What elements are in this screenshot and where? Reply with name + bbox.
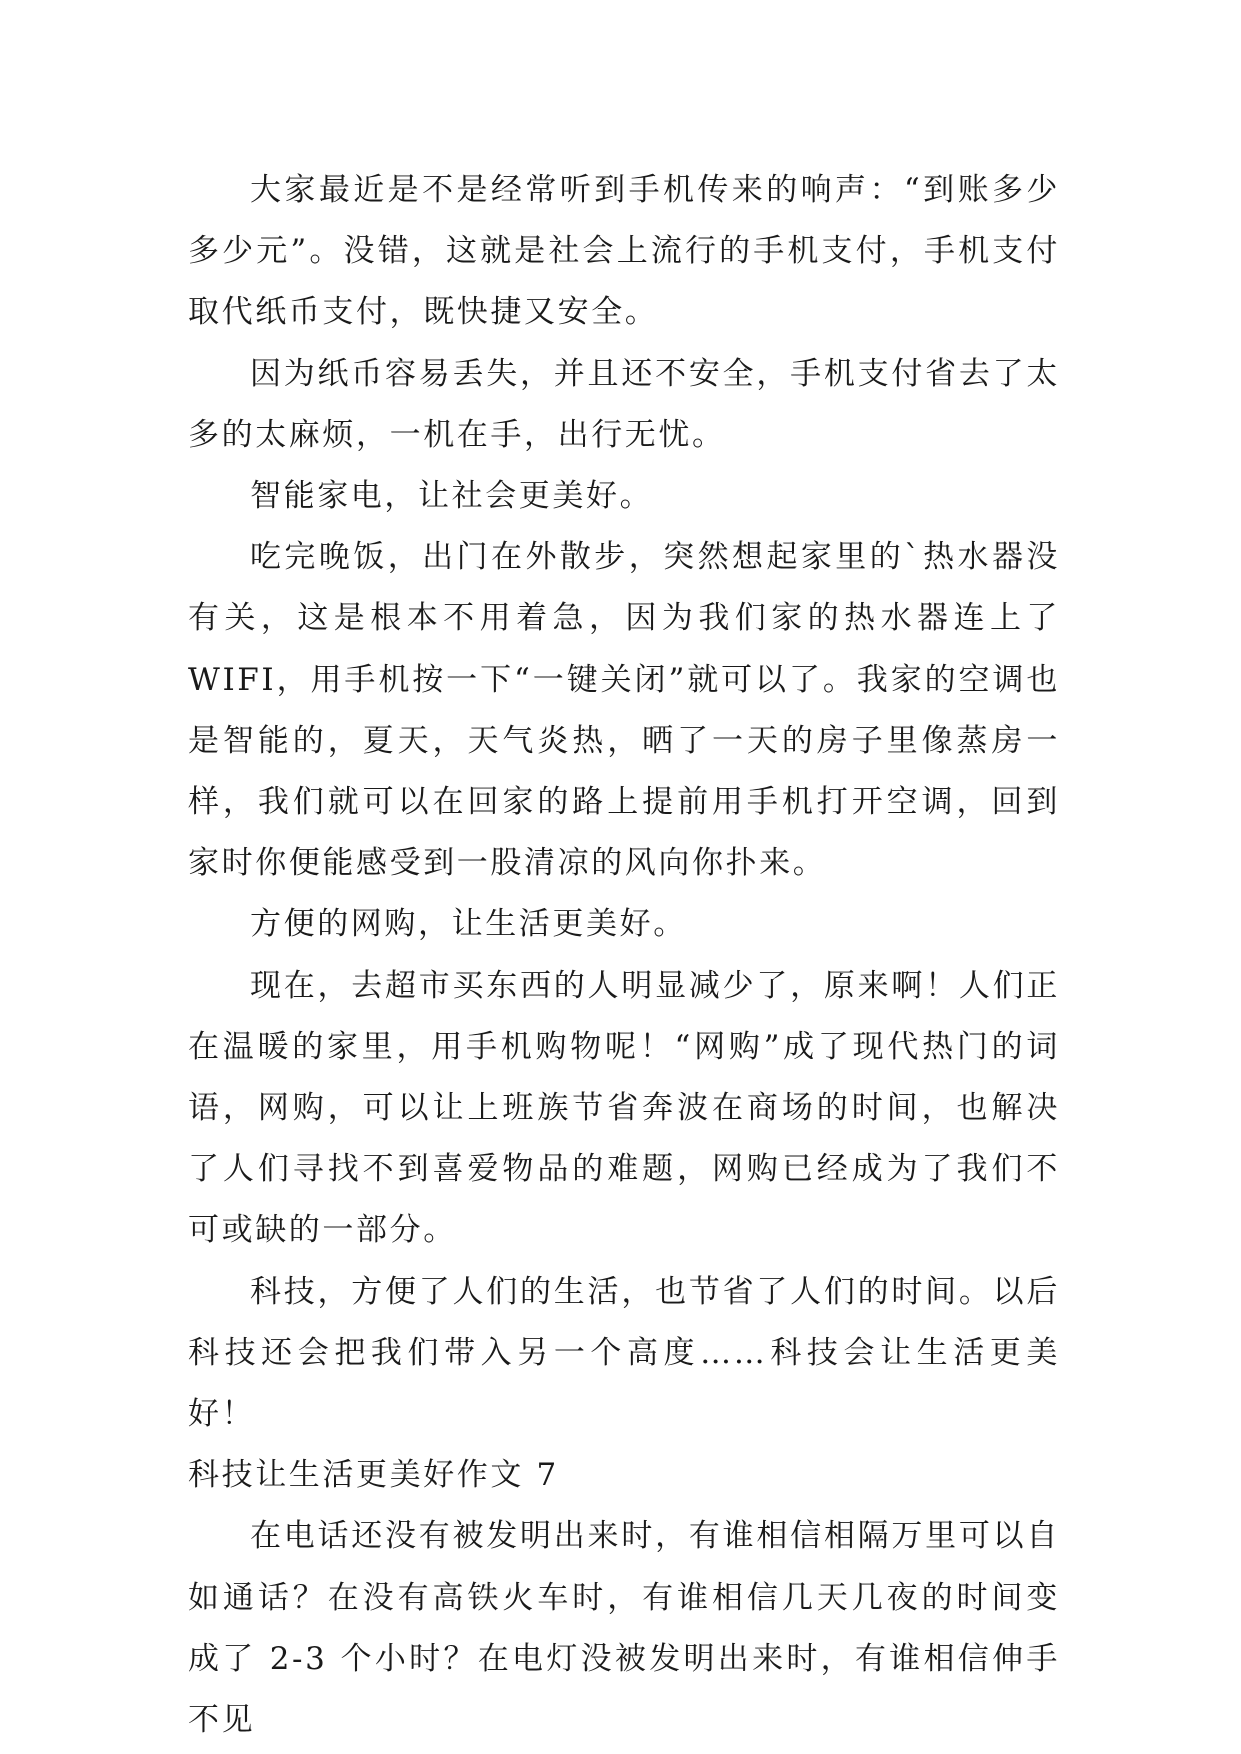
essay-body bbox=[188, 160, 1060, 1751]
paragraph-smart-appliances: 吃完晚饭，出门在外散步，突然想起家里的`热水器没有关，这是根本不用着急，因为我们家的热水器连上了WIFI，用手机按一下“一键关闭”就可以了。我家的空调也是智能的，夏天，天气炎热，晒了一天的房子里像蒸房一样，我们就可以在回家的路上提前用手机打开空调，回到家时你便能感受到一股清凉的风向你扑来。 bbox=[188, 539, 1060, 882]
paragraph-inventions: 在电话还没有被发明出来时，有谁相信相隔万里可以自如通话？在没有高铁火车时，有谁相信几天几夜的时间变成了 2-3 个小时？在电灯没被发明出来时，有谁相信伸手不见 bbox=[188, 1518, 1060, 1739]
paragraph-mobile-payment: 大家最近是不是经常听到手机传来的响声：“到账多少多少元”。没错，这就是社会上流行的手机支付，手机支付取代纸币支付，既快捷又安全。 bbox=[188, 172, 1060, 331]
paragraph-paper-money: 因为纸币容易丢失，并且还不安全，手机支付省去了太多的太麻烦，一机在手，出行无忧。 bbox=[188, 355, 1060, 453]
paragraph-smart-appliances-heading: 智能家电，让社会更美好。 bbox=[250, 478, 654, 515]
paragraph-online-shopping-heading: 方便的网购，让生活更美好。 bbox=[250, 906, 687, 943]
paragraph-conclusion: 科技，方便了人们的生活，也节省了人们的时间。以后科技还会把我们带入另一个高度……科技会让生活更美好！ bbox=[188, 1273, 1060, 1433]
essay-title: 科技让生活更美好作文 7 bbox=[188, 1457, 559, 1494]
paragraph-online-shopping: 现在，去超市买东西的人明显减少了，原来啊！人们正在温暖的家里，用手机购物呢！“网购”成了现代热门的词语，网购，可以让上班族节省奔波在商场的时间，也解决了人们寻找不到喜爱物品的难题，网购已经成为了我们不可或缺的一部分。 bbox=[188, 967, 1060, 1249]
